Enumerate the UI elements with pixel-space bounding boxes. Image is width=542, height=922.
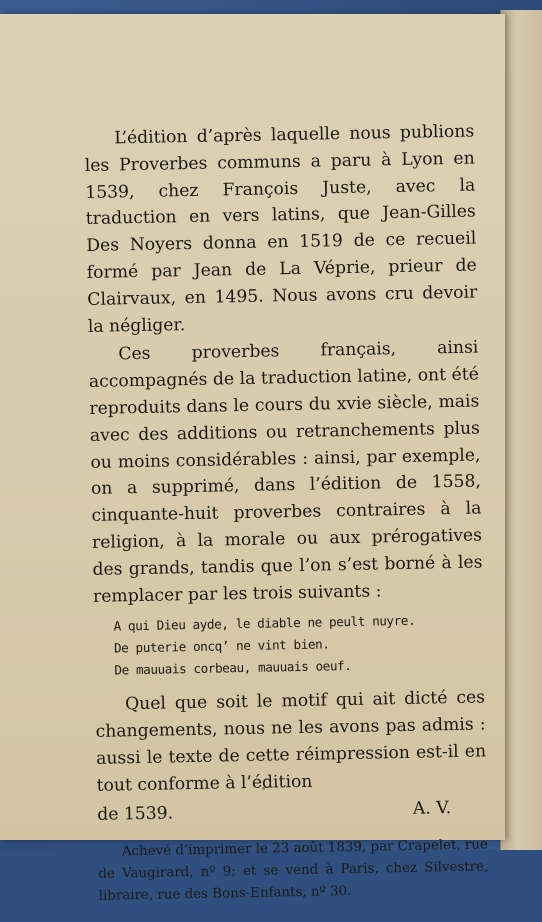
paragraph-3: Quel que soit le motif qui ait dicté ces changements, nous ne les avons pas admis : aussi le texte de cette réimpression est-il en tout conforme à l’édition (95, 687, 487, 796)
author-initials: A. V. (412, 797, 452, 819)
paragraph-3-last-line (97, 794, 487, 828)
page-stack-edge (500, 10, 542, 850)
paragraph-1: L’édition d’après laquelle nous publions les Proverbes communs a paru à Lyon en 1539, chez François Juste, avec la traduction en vers latins, que Jean-Gilles Des Noyers donna en 1519 de ce recueil formé par Jean de La Véprie, prieur de Clairvaux, en 1495. Nous avons cru devoir la négliger. (84, 121, 478, 337)
proverb-line: De puterie oncq’ ne vint bien. (113, 636, 330, 656)
colophon: Achevé d’imprimer le 23 août 1839, par Crapelet, rue de Vaugirard, nº 9; et se vend à Paris, chez Silvestre, libraire, rue des Bons-Enfants, nº 30. (98, 837, 489, 905)
proverb-list (113, 609, 484, 682)
paragraph-3-end: de 1539. (97, 802, 174, 825)
proverb-line: A qui Dieu ayde, le diable ne peult nuyre. (113, 613, 416, 634)
proverb-line: De mauuais corbeau, mauuais oeuf. (114, 658, 352, 678)
page-text (84, 119, 489, 922)
paragraph-2: Ces proverbes français, ainsi accompagnés de la traduction latine, ont été reproduits dans le cours du xvie siècle, mais avec des additions ou retranchements plus ou moins considérables : ainsi, par exemple, on a supprimé, dans l’édition de 1558, cinquante-huit proverbes contraires à la religion, à la morale ou aux prérogatives des grands, tandis que l’on s’est borné à les remplacer par les trois suivants : (88, 337, 483, 607)
